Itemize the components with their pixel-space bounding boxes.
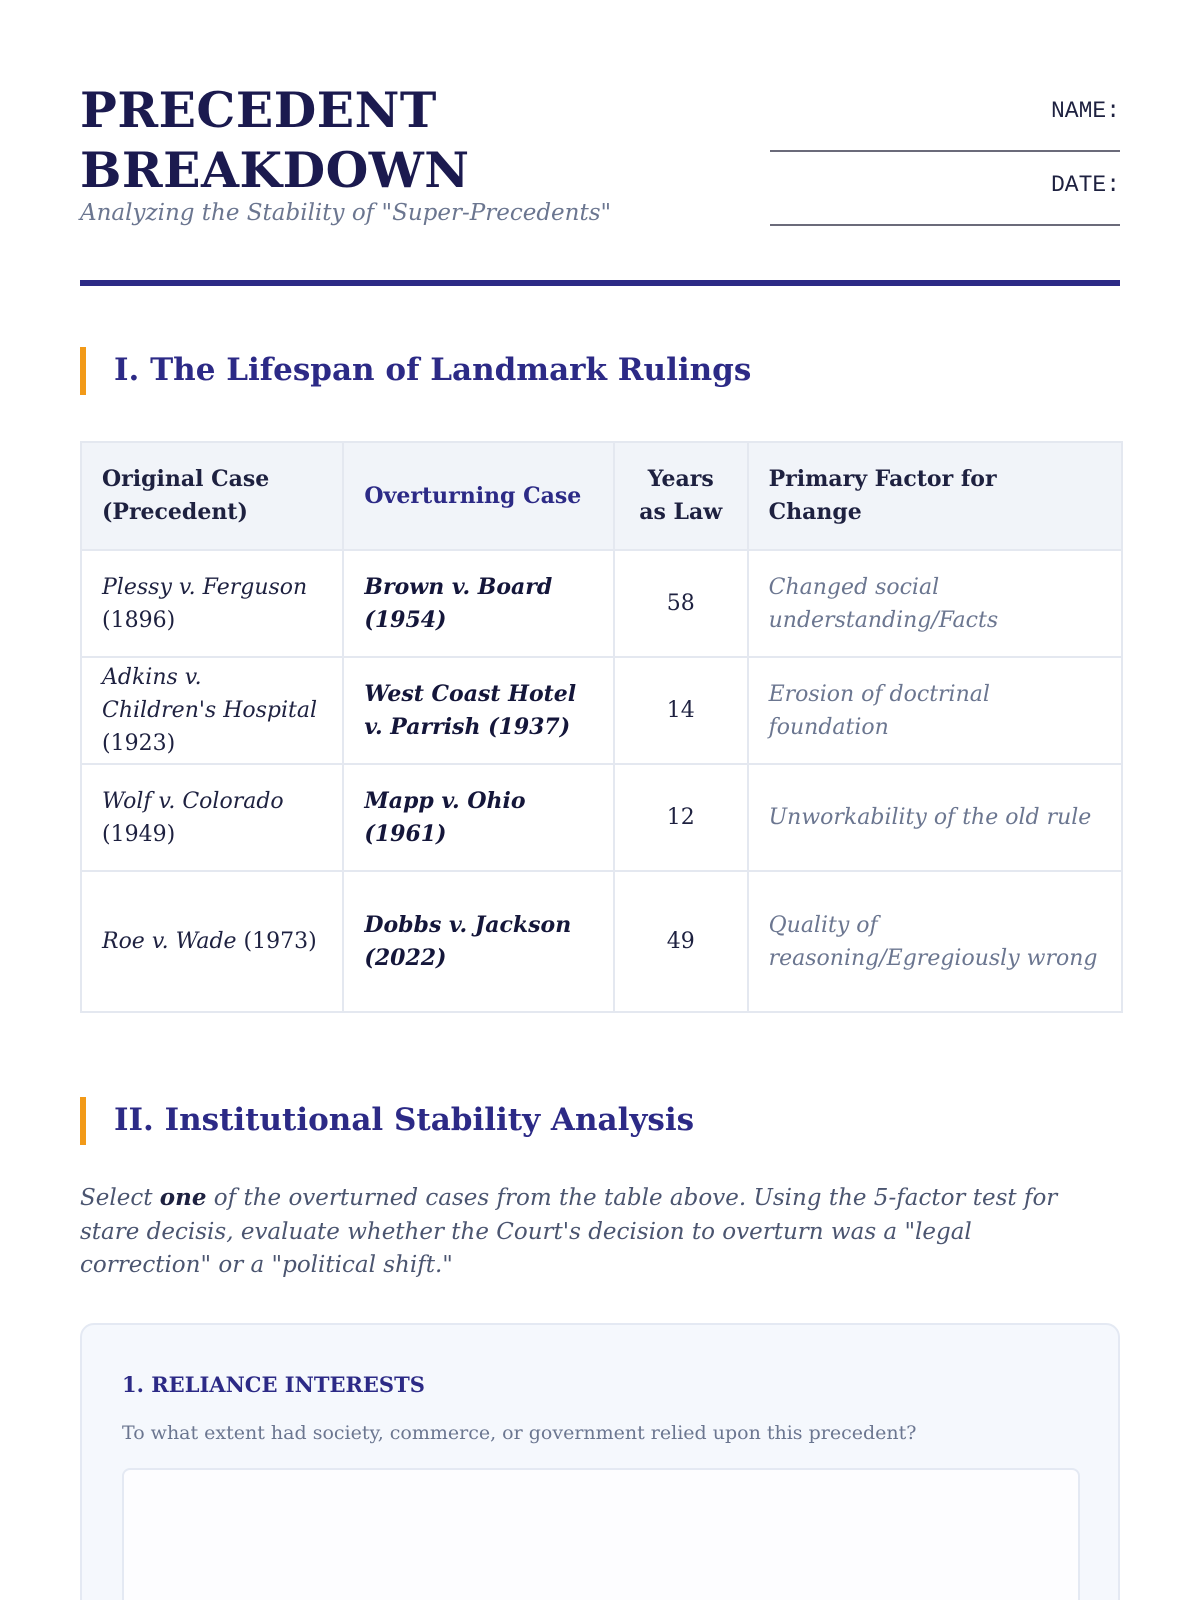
primary-factor-cell: Quality of reasoning/Egregiously wrong <box>748 871 1122 1012</box>
section-1-heading <box>80 347 1126 395</box>
section-1-title: I. The Lifespan of Landmark Rulings <box>114 352 752 388</box>
header-years-line-2: as Law <box>639 499 723 525</box>
section-2-instructions <box>80 1181 1080 1283</box>
overturning-case-cell: West Coast Hotel v. Parrish (1937) <box>343 657 613 764</box>
table-header-row <box>81 442 1122 550</box>
page-title <box>80 80 470 200</box>
section-2-heading <box>80 1097 1126 1145</box>
date-label: DATE: <box>1050 172 1120 198</box>
primary-factor-cell: Erosion of doctrinal foundation <box>748 657 1122 764</box>
name-blank-line[interactable] <box>770 150 1120 152</box>
name-label: NAME: <box>1050 98 1120 124</box>
page-header <box>80 80 1120 290</box>
factor-title: 1. RELIANCE INTERESTS <box>122 1372 425 1397</box>
factor-question: To what extent had society, commerce, or government relied upon this precedent? <box>122 1422 917 1444</box>
reliance-answer-input[interactable] <box>122 1468 1080 1600</box>
header-original-case <box>81 442 343 550</box>
header-factor-line-2: Change <box>768 499 862 525</box>
original-case-name: Plessy v. Ferguson <box>102 574 308 600</box>
instructions-emphasis: one <box>159 1184 207 1211</box>
header-original-line-1: Original Case <box>102 466 270 492</box>
header-years-as-law <box>614 442 748 550</box>
header-overturning-case: Overturning Case <box>343 442 613 550</box>
years-as-law-cell: 14 <box>614 657 748 764</box>
student-info <box>770 98 1120 246</box>
original-case-name: Adkins v. Children's Hospital <box>102 665 318 723</box>
reliance-interests-card <box>80 1323 1120 1600</box>
table-row <box>81 871 1122 1012</box>
years-as-law-cell: 12 <box>614 764 748 871</box>
table-row <box>81 764 1122 871</box>
instructions-text-end: of the overturned cases from the table above. Using the 5-factor test for stare decisis, evaluate whether the Court's decision to overturn was a "legal correction" or a "political shift." <box>80 1185 1058 1278</box>
header-original-line-2: (Precedent) <box>102 499 248 525</box>
title-line-2: BREAKDOWN <box>80 141 470 199</box>
header-factor-line-1: Primary Factor for <box>768 466 997 492</box>
original-case-year: (1896) <box>102 607 176 633</box>
overturning-case-cell: Dobbs v. Jackson (2022) <box>343 871 613 1012</box>
table-row <box>81 657 1122 764</box>
section-2-title: II. Institutional Stability Analysis <box>114 1102 695 1138</box>
overturning-case-cell: Brown v. Board (1954) <box>343 550 613 657</box>
header-divider <box>80 280 1120 286</box>
header-years-line-1: Years <box>647 466 714 492</box>
date-field[interactable] <box>770 172 1120 246</box>
years-as-law-cell: 49 <box>614 871 748 1012</box>
title-line-1: PRECEDENT <box>80 81 437 139</box>
original-case-year: (1949) <box>102 821 176 847</box>
page-subtitle: Analyzing the Stability of "Super-Precedents" <box>80 200 612 226</box>
original-case-cell <box>81 657 343 764</box>
primary-factor-cell: Changed social understanding/Facts <box>748 550 1122 657</box>
years-as-law-cell: 58 <box>614 550 748 657</box>
date-blank-line[interactable] <box>770 224 1120 226</box>
original-case-cell <box>81 871 343 1012</box>
header-primary-factor <box>748 442 1122 550</box>
original-case-name: Wolf v. Colorado <box>102 788 284 814</box>
original-case-cell <box>81 550 343 657</box>
instructions-text-start: Select <box>80 1185 160 1211</box>
original-case-year: (1923) <box>102 731 176 756</box>
original-case-cell <box>81 764 343 871</box>
original-case-name: Roe v. Wade <box>102 929 237 954</box>
precedent-table <box>80 441 1123 1013</box>
name-field[interactable] <box>770 98 1120 172</box>
primary-factor-cell: Unworkability of the old rule <box>748 764 1122 871</box>
original-case-year: (1973) <box>243 929 317 954</box>
overturning-case-cell: Mapp v. Ohio (1961) <box>343 764 613 871</box>
table-row <box>81 550 1122 657</box>
